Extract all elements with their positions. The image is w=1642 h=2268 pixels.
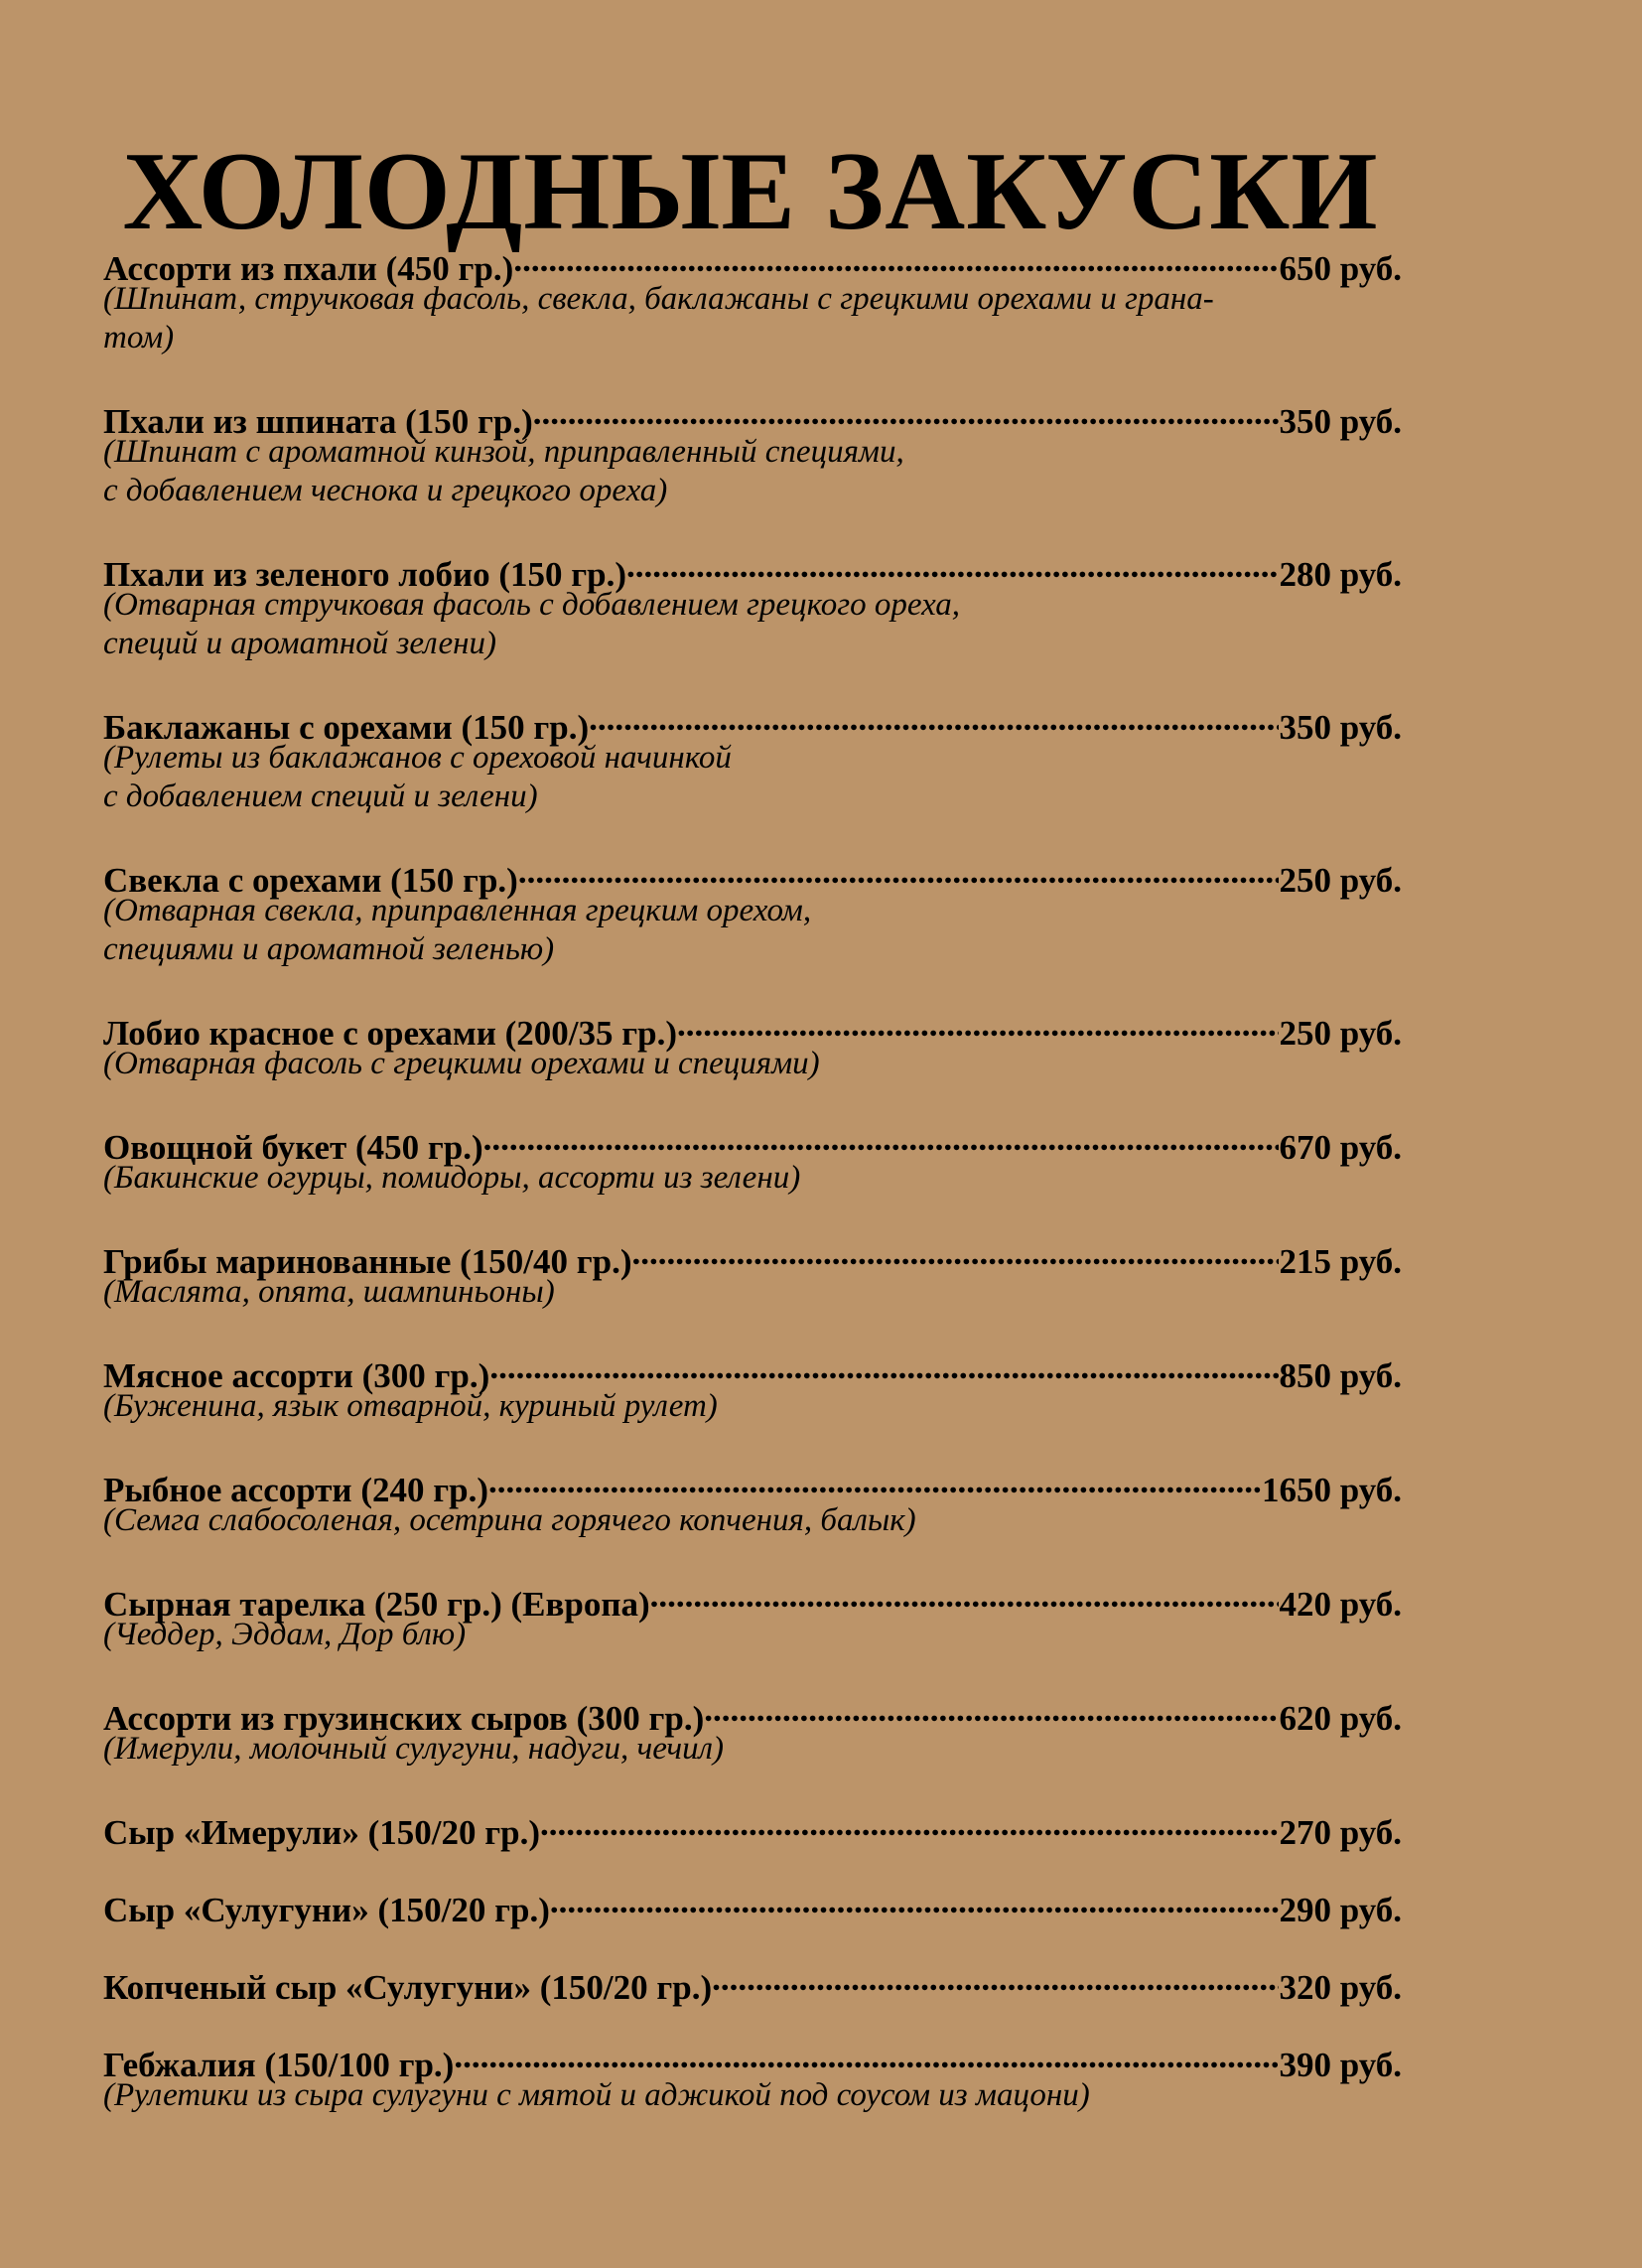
menu-item-description: специй и ароматной зелени): [103, 626, 496, 661]
menu-item-description: (Семга слабосоленая, осетрина горячего копчения, балык): [103, 1502, 916, 1538]
menu-item-line: [103, 1882, 1402, 1929]
menu-item-price: 250 руб.: [1279, 1014, 1402, 1053]
menu-item-name: Мясное ассорти (300 гр.): [103, 1356, 490, 1395]
menu-item-description: (Бакинские огурцы, помидоры, ассорти из зелени): [103, 1160, 801, 1196]
menu-item-description: (Шпинат, стручковая фасоль, свекла, баклажаны с грецкими орехами и грана-: [103, 281, 1214, 317]
menu-item-line: [103, 1690, 1402, 1738]
menu-item: [103, 2037, 1402, 2115]
menu-item-description: с добавлением специй и зелени): [103, 779, 538, 814]
menu-item-price: 350 руб.: [1279, 402, 1402, 441]
menu-item-description: (Рулеты из баклажанов с ореховой начинкой: [103, 740, 732, 776]
menu-item-name: Сыр «Сулугуни» (150/20 гр.): [103, 1891, 550, 1929]
menu-item-name: Овощной букет (450 гр.): [103, 1128, 483, 1167]
menu-item-price: 320 руб.: [1279, 1968, 1402, 2007]
dot-leader: [589, 699, 1279, 739]
menu-item: [103, 1462, 1402, 1540]
menu-item: [103, 1347, 1402, 1426]
menu-item-price: 250 руб.: [1279, 861, 1402, 900]
menu-item-price: 350 руб.: [1279, 708, 1402, 747]
menu-item: [103, 1005, 1402, 1083]
menu-item: [103, 240, 1402, 357]
menu-item-name: Пхали из шпината (150 гр.): [103, 402, 533, 441]
menu-item-line: [103, 1959, 1402, 2007]
menu-item-price: 850 руб.: [1279, 1356, 1402, 1395]
menu-item-line: [103, 1005, 1402, 1053]
menu-item: [103, 699, 1402, 816]
menu-item: [103, 1804, 1402, 1852]
menu-item-line: [103, 699, 1402, 747]
menu-item-line: [103, 2037, 1402, 2084]
menu-item-description: (Отварная стручковая фасоль с добавлением грецкого ореха,: [103, 587, 961, 623]
menu-item-line: [103, 546, 1402, 594]
menu-item-description: том): [103, 320, 175, 355]
menu-item-name: Сыр «Имерули» (150/20 гр.): [103, 1813, 540, 1852]
menu-item: [103, 1882, 1402, 1929]
dot-leader: [650, 1576, 1280, 1616]
menu-item-description: (Буженина, язык отварной, куриный рулет): [103, 1388, 718, 1424]
menu-item-description: (Рулетики из сыра сулугуни с мятой и аджикой под соусом из мацони): [103, 2077, 1090, 2113]
menu-item-line: [103, 1233, 1402, 1281]
menu-item: [103, 1690, 1402, 1769]
menu-item-description: (Чеддер, Эддам, Дор блю): [103, 1617, 467, 1652]
dot-leader: [626, 546, 1279, 586]
menu-item-line: [103, 852, 1402, 900]
menu-item-name: Рыбное ассорти (240 гр.): [103, 1471, 489, 1509]
menu-item-description: (Отварная свекла, приправленная грецким орехом,: [103, 893, 812, 928]
dot-leader: [632, 1233, 1280, 1273]
dot-leader: [540, 1804, 1279, 1844]
dot-leader: [550, 1882, 1280, 1921]
menu-item: [103, 1959, 1402, 2007]
menu-item-price: 1650 руб.: [1261, 1471, 1402, 1509]
menu-item: [103, 1576, 1402, 1654]
menu-item-name: Баклажаны с орехами (150 гр.): [103, 708, 590, 747]
menu-item-price: 390 руб.: [1279, 2046, 1402, 2084]
dot-leader: [518, 852, 1280, 892]
menu-item-description: (Шпинат с ароматной кинзой, приправленный специями,: [103, 434, 904, 470]
menu-item-description: (Имерули, молочный сулугуни, надуги, чечил): [103, 1731, 725, 1767]
menu-item-price: 280 руб.: [1279, 555, 1402, 594]
dot-leader: [483, 1119, 1280, 1159]
menu-item-price: 420 руб.: [1279, 1585, 1402, 1624]
menu-item: [103, 1233, 1402, 1312]
menu-item-line: [103, 393, 1402, 441]
menu-item-name: Свекла с орехами (150 гр.): [103, 861, 518, 900]
dot-leader: [489, 1347, 1279, 1387]
menu-item-line: [103, 240, 1402, 288]
menu-item-name: Ассорти из пхали (450 гр.): [103, 249, 514, 288]
dot-leader: [488, 1462, 1262, 1501]
menu-item: [103, 546, 1402, 663]
dot-leader: [533, 393, 1280, 433]
menu-item-description: специями и ароматной зеленью): [103, 931, 555, 967]
menu-item: [103, 393, 1402, 510]
menu-item-name: Лобио красное с орехами (200/35 гр.): [103, 1014, 678, 1053]
menu-item-name: Ассорти из грузинских сыров (300 гр.): [103, 1699, 705, 1738]
menu-item-price: 670 руб.: [1279, 1128, 1402, 1167]
menu-item-line: [103, 1347, 1402, 1395]
dot-leader: [513, 240, 1279, 280]
menu-item-name: Гебжалия (150/100 гр.): [103, 2046, 455, 2084]
page-title: ХОЛОДНЫЕ ЗАКУСКИ: [122, 130, 1379, 254]
menu-item-description: с добавлением чеснока и грецкого ореха): [103, 473, 668, 508]
menu-list: [103, 240, 1402, 2151]
menu-item-line: [103, 1119, 1402, 1167]
dot-leader: [454, 2037, 1279, 2076]
menu-item-price: 620 руб.: [1279, 1699, 1402, 1738]
menu-item: [103, 1119, 1402, 1198]
menu-item-name: Пхали из зеленого лобио (150 гр.): [103, 555, 627, 594]
dot-leader: [712, 1959, 1279, 1999]
menu-item-description: (Маслята, опята, шампиньоны): [103, 1274, 555, 1310]
menu-item-price: 650 руб.: [1279, 249, 1402, 288]
menu-item: [103, 852, 1402, 969]
menu-item-price: 215 руб.: [1279, 1242, 1402, 1281]
menu-item-name: Копченый сыр «Сулугуни» (150/20 гр.): [103, 1968, 713, 2007]
menu-item-line: [103, 1462, 1402, 1509]
menu-item-description: (Отварная фасоль с грецкими орехами и специями): [103, 1046, 820, 1081]
menu-item-line: [103, 1804, 1402, 1852]
menu-item-price: 290 руб.: [1279, 1891, 1402, 1929]
menu-item-name: Сырная тарелка (250 гр.) (Европа): [103, 1585, 650, 1624]
dot-leader: [677, 1005, 1279, 1045]
menu-item-price: 270 руб.: [1279, 1813, 1402, 1852]
menu-item-name: Грибы маринованные (150/40 гр.): [103, 1242, 632, 1281]
dot-leader: [704, 1690, 1279, 1730]
menu-item-line: [103, 1576, 1402, 1624]
